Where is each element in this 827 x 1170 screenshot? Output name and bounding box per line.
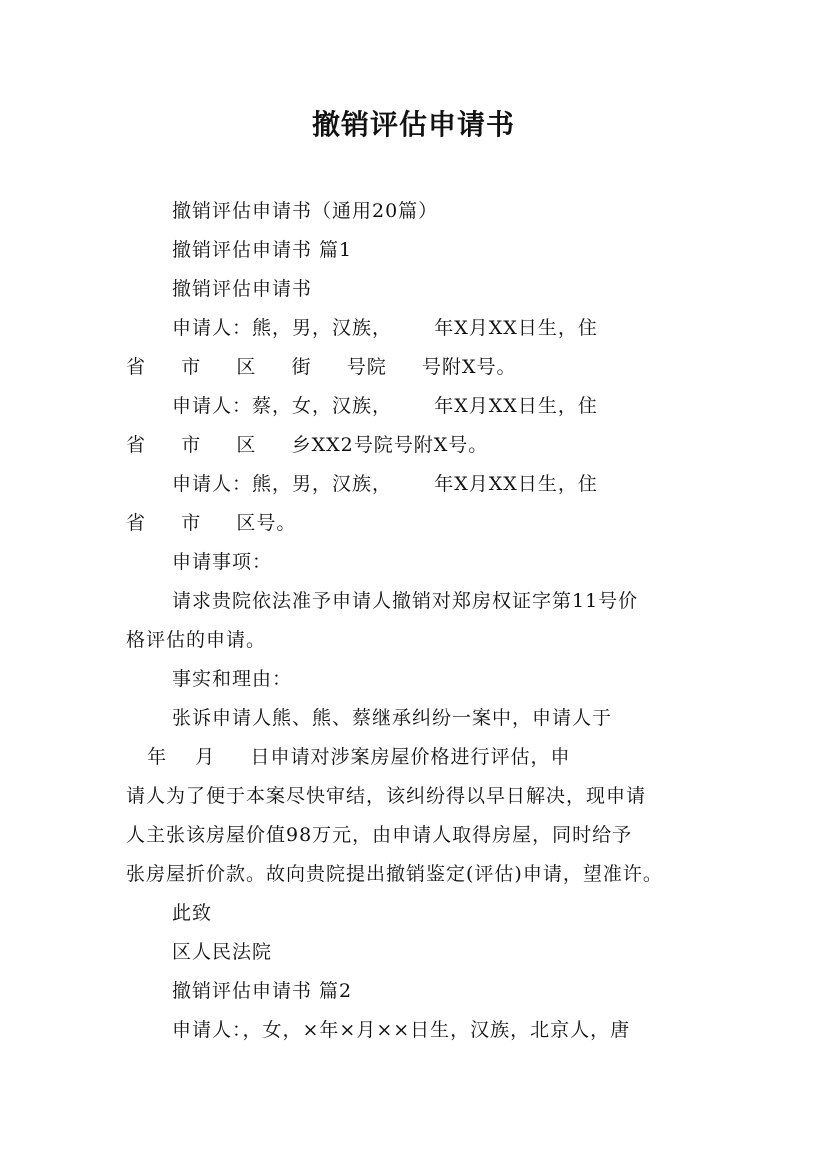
paragraph-line: 人主张该房屋价值98万元，由申请人取得房屋，同时给予 (126, 824, 633, 846)
applicant-line: 申请人：熊，男，汉族， 年X月XX日生，住 (172, 317, 598, 339)
section-heading-2: 撤销评估申请书 篇2 (172, 980, 353, 1002)
request-heading: 申请事项： (172, 551, 273, 573)
paragraph-line: 格评估的申请。 (126, 629, 267, 651)
applicant-line: 申请人：熊，男，汉族， 年X月XX日生，住 (172, 473, 598, 495)
paragraph-line: 年 月 日申请对涉案房屋价格进行评估，申 (126, 746, 571, 768)
paragraph-line: 张房屋折价款。故向贵院提出撤销鉴定(评估)申请，望准许。 (126, 863, 663, 885)
address-line: 省 市 区 街 号院 号附X号。 (126, 356, 517, 378)
letter-title: 撤销评估申请书 (172, 278, 313, 300)
applicant-line: 申请人：，女，×年×月××日生，汉族，北京人，唐 (172, 1019, 631, 1041)
document-title: 撤销评估申请书 (311, 108, 515, 141)
facts-heading: 事实和理由： (172, 668, 293, 690)
paragraph-line: 张诉申请人熊、熊、蔡继承纠纷一案中，申请人于 (172, 707, 613, 729)
address-line: 省 市 区号。 (126, 512, 297, 534)
court-name-line: 区人民法院 (172, 941, 273, 963)
paragraph-line: 请求贵院依法准予申请人撤销对郑房权证字第11号价 (172, 590, 639, 612)
address-line: 省 市 区 乡XX2号院号附X号。 (126, 434, 489, 456)
subtitle-line: 撤销评估申请书（通用20篇） (172, 200, 439, 222)
paragraph-line: 请人为了便于本案尽快审结，该纠纷得以早日解决，现申请 (126, 785, 647, 807)
applicant-line: 申请人：蔡，女，汉族， 年X月XX日生，住 (172, 395, 598, 417)
salutation-line: 此致 (172, 902, 213, 924)
section-heading-1: 撤销评估申请书 篇1 (172, 239, 353, 261)
